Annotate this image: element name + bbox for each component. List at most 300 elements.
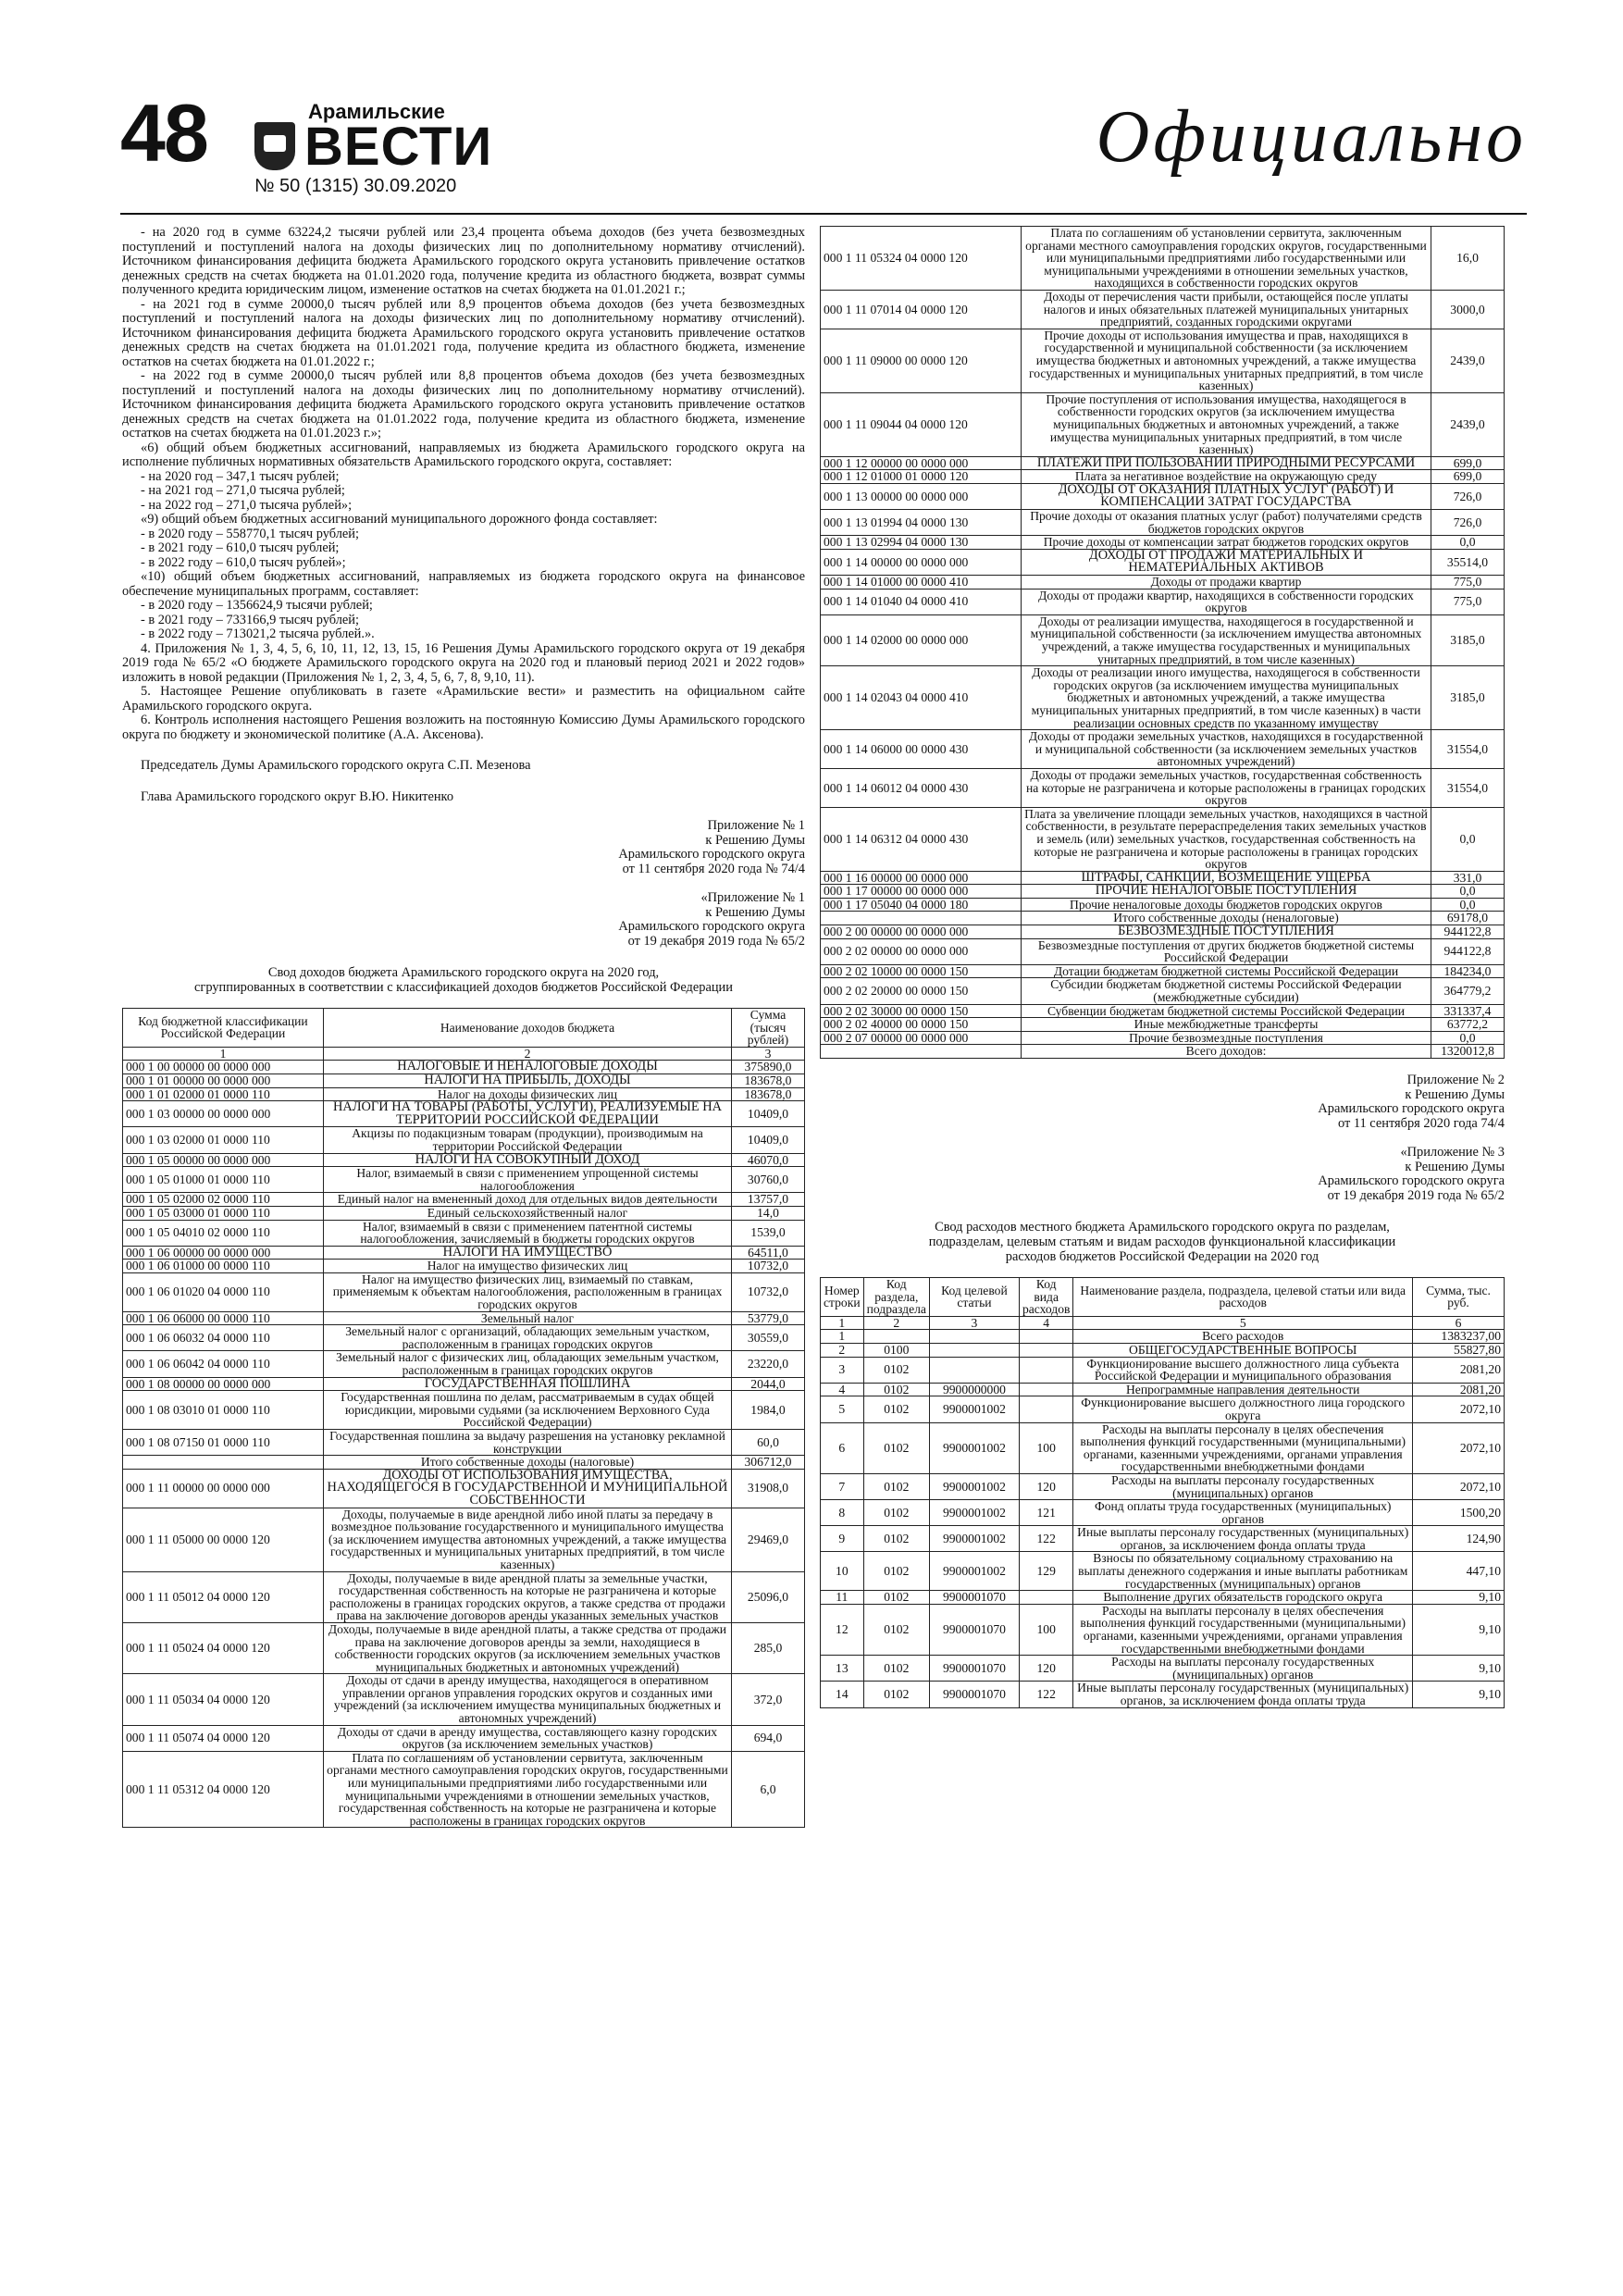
income-name-cell: ГОСУДАРСТВЕННАЯ ПОШЛИНА bbox=[324, 1377, 732, 1391]
paragraph: «6) общий объем бюджетных ассигнований, направляемых из бюджета Арамильского городского округа на исполнение публичных нормативных обязательств Арамильского городского округа, составляет: bbox=[122, 440, 805, 469]
expense-type-cell: 121 bbox=[1019, 1500, 1073, 1526]
table-row bbox=[821, 1018, 1505, 1032]
table-row bbox=[821, 898, 1505, 912]
expense-name-cell: Иные выплаты персоналу государственных (муниципальных) органов, за исключением фонда оплаты труда bbox=[1073, 1526, 1413, 1552]
amount-cell: 1539,0 bbox=[732, 1220, 805, 1246]
budget-code-cell: 000 1 06 01020 04 0000 110 bbox=[123, 1272, 324, 1311]
amount-cell: 31554,0 bbox=[1431, 730, 1505, 769]
section-code-cell: 0102 bbox=[863, 1357, 929, 1383]
budget-code-cell: 000 1 14 01000 00 0000 410 bbox=[821, 576, 1022, 590]
income-name-cell: ШТРАФЫ, САНКЦИИ, ВОЗМЕЩЕНИЕ УЩЕРБА bbox=[1022, 871, 1431, 885]
income-name-cell: Прочие поступления от использования имущества, находящегося в собственности городских округов (за исключением имущества муниципальных бюджетных и автономных учреждений, а также имущества муниципальных унитарных предприятий, в том числе казенных) bbox=[1022, 392, 1431, 456]
table-row bbox=[123, 1622, 805, 1673]
income-name-cell: НАЛОГОВЫЕ И НЕНАЛОГОВЫЕ ДОХОДЫ bbox=[324, 1061, 732, 1074]
budget-code-cell: 000 1 14 00000 00 0000 000 bbox=[821, 549, 1022, 575]
budget-code-cell: 000 1 14 06000 00 0000 430 bbox=[821, 730, 1022, 769]
budget-code-cell: 000 1 03 00000 00 0000 000 bbox=[123, 1101, 324, 1127]
amount-cell: 331337,4 bbox=[1431, 1004, 1505, 1018]
table-row bbox=[821, 666, 1505, 730]
amount-cell: 2044,0 bbox=[732, 1377, 805, 1391]
paragraph: - на 2022 год – 271,0 тысяча рублей»; bbox=[141, 497, 353, 513]
amount-cell: 775,0 bbox=[1431, 576, 1505, 590]
table-row bbox=[821, 510, 1505, 536]
table-row bbox=[123, 1272, 805, 1311]
income-name-cell: Доходы от продажи земельных участков, находящихся в государственной и муниципальной собственности (за исключением земельных участков автономных учреждений) bbox=[1022, 730, 1431, 769]
income-name-cell: Прочие безвозмездные поступления bbox=[1022, 1031, 1431, 1045]
income-name-cell: Доходы от сдачи в аренду имущества, находящегося в оперативном управлении органов управления городских округов и созданных ими учреждений (за исключением имущества муниципальных бюджетных и автономных учреждений) bbox=[324, 1674, 732, 1725]
expense-name-cell: Выполнение других обязательств городского округа bbox=[1073, 1591, 1413, 1605]
paragraph: - на 2021 год в сумме 20000,0 тысяч рублей или 8,9 процентов объема доходов (без учета безвозмездных поступлений и поступлений налога на доходы физических лиц по дополнительному нормативу отчислений). Источником финансирования дефицита бюджета Арамильского городского округа установить привлечение остатков денежных средств на счетах бюджета на 01.01.2021 года, получение кредита из областного бюджета, изменение остатков на счетах бюджета на 01.01.2022 г.; bbox=[122, 296, 805, 369]
amount-cell: 13757,0 bbox=[732, 1193, 805, 1207]
income-name-cell: НАЛОГИ НА ПРИБЫЛЬ, ДОХОДЫ bbox=[324, 1074, 732, 1087]
section-code-cell: 0102 bbox=[863, 1500, 929, 1526]
table-row bbox=[821, 589, 1505, 614]
table-row bbox=[123, 1101, 805, 1127]
budget-code-cell: 000 2 00 00000 00 0000 000 bbox=[821, 925, 1022, 939]
column-header: Код вида расходов bbox=[1019, 1278, 1073, 1317]
signature-chairman: Председатель Думы Арамильского городского округа С.П. Мезенова bbox=[141, 758, 531, 773]
income-name-cell: НАЛОГИ НА СОВОКУПНЫЙ ДОХОД bbox=[324, 1153, 732, 1167]
section-code-cell: 0102 bbox=[863, 1396, 929, 1422]
budget-code-cell: 000 1 14 06312 04 0000 430 bbox=[821, 807, 1022, 871]
expense-type-cell bbox=[1019, 1343, 1073, 1357]
amount-cell: 30559,0 bbox=[732, 1325, 805, 1351]
column-header: Наименование доходов бюджета bbox=[324, 1009, 732, 1048]
income-name-cell: Единый сельскохозяйственный налог bbox=[324, 1206, 732, 1220]
target-code-cell bbox=[929, 1330, 1019, 1344]
table-row bbox=[123, 1469, 805, 1508]
expense-type-cell: 120 bbox=[1019, 1473, 1073, 1499]
income-name-cell: Доходы от продажи земельных участков, государственная собственность на которые не разграничена и которые расположены в границах городских округов bbox=[1022, 768, 1431, 807]
budget-code-cell: 000 2 02 30000 00 0000 150 bbox=[821, 1004, 1022, 1018]
income-name-cell: Доходы, получаемые в виде арендной либо иной платы за передачу в возмездное пользование государственного и муниципального имущества (за исключением имущества автономных учреждений, а также имущества государственных и муниципальных унитарных предприятий, в том числе казенных) bbox=[324, 1508, 732, 1571]
amount-cell: 31554,0 bbox=[1431, 768, 1505, 807]
budget-code-cell: 000 2 02 40000 00 0000 150 bbox=[821, 1018, 1022, 1032]
budget-code-cell: 000 1 05 04010 02 0000 110 bbox=[123, 1220, 324, 1246]
budget-code-cell: 000 1 17 00000 00 0000 000 bbox=[821, 885, 1022, 899]
row-number-cell: 13 bbox=[821, 1656, 864, 1682]
amount-cell: 699,0 bbox=[1431, 456, 1505, 470]
table-row bbox=[821, 807, 1505, 871]
amount-cell: 331,0 bbox=[1431, 871, 1505, 885]
row-number-cell: 12 bbox=[821, 1604, 864, 1655]
amount-cell: 364779,2 bbox=[1431, 978, 1505, 1004]
income-name-cell: ДОХОДЫ ОТ ОКАЗАНИЯ ПЛАТНЫХ УСЛУГ (РАБОТ) И КОМПЕНСАЦИИ ЗАТРАТ ГОСУДАРСТВА bbox=[1022, 483, 1431, 509]
budget-code-cell: 000 1 12 01000 01 0000 120 bbox=[821, 470, 1022, 484]
paragraph: - в 2020 году – 558770,1 тысяч рублей; bbox=[141, 526, 359, 541]
paragraph: «9) общий объем бюджетных ассигнований муниципального дорожного фонда составляет: bbox=[141, 512, 658, 527]
amount-cell: 55827,80 bbox=[1413, 1343, 1505, 1357]
amount-cell: 944122,8 bbox=[1431, 925, 1505, 939]
section-code-cell: 0102 bbox=[863, 1656, 929, 1682]
expense-name-cell: Расходы на выплаты персоналу в целях обеспечения выполнения функций государственными (муниципальными) органами, казенными учреждениями, органами управления государственными внебюджетными фондами bbox=[1073, 1604, 1413, 1655]
table-row bbox=[123, 1325, 805, 1351]
expense-name-cell: Функционирование высшего должностного лица городского округа bbox=[1073, 1396, 1413, 1422]
amount-cell: 3185,0 bbox=[1431, 666, 1505, 730]
expense-name-cell: Расходы на выплаты персоналу государственных (муниципальных) органов bbox=[1073, 1656, 1413, 1682]
paragraph: - на 2021 год – 271,0 тысяча рублей; bbox=[141, 483, 345, 498]
income-name-cell: Прочие доходы от использования имущества и прав, находящихся в государственной и муниципальной собственности (за исключением имущества бюджетных и автономных учреждений, а также имущества государственных и муниципальных унитарных предприятий, в том числе казенных) bbox=[1022, 329, 1431, 392]
row-number-cell: 2 bbox=[821, 1343, 864, 1357]
income-name-cell: Доходы от реализации имущества, находящегося в государственной и муниципальной собственности (за исключением имущества автономных учреждений, а также имущества государственных и муниципальных унитарных предприятий, в том числе казенных) bbox=[1022, 614, 1431, 665]
expense-type-cell bbox=[1019, 1396, 1073, 1422]
income-name-cell: Государственная пошлина за выдачу разрешения на установку рекламной конструкции bbox=[324, 1430, 732, 1456]
expense-name-cell: Расходы на выплаты персоналу в целях обеспечения выполнения функций государственными (муниципальными) органами, казенными учреждениями, органами управления государственными внебюджетными фондами bbox=[1073, 1422, 1413, 1473]
section-code-cell: 0102 bbox=[863, 1422, 929, 1473]
budget-code-cell: 000 1 16 00000 00 0000 000 bbox=[821, 871, 1022, 885]
table-row bbox=[821, 1422, 1505, 1473]
target-code-cell bbox=[929, 1357, 1019, 1383]
budget-code-cell: 000 1 11 05024 04 0000 120 bbox=[123, 1622, 324, 1673]
target-code-cell: 9900001002 bbox=[929, 1526, 1019, 1552]
income-name-cell: Налог на имущество физических лиц, взимаемый по ставкам, применяемым к объектам налогообложения, расположенным в границах городских округов bbox=[324, 1272, 732, 1311]
budget-code-cell: 000 1 17 05040 04 0000 180 bbox=[821, 898, 1022, 912]
income-name-cell: Прочие неналоговые доходы бюджетов городских округов bbox=[1022, 898, 1431, 912]
table-row bbox=[123, 1391, 805, 1430]
table-row bbox=[123, 1127, 805, 1153]
budget-code-cell: 000 1 12 00000 00 0000 000 bbox=[821, 456, 1022, 470]
budget-code-cell: 000 1 06 06032 04 0000 110 bbox=[123, 1325, 324, 1351]
income-name-cell: ПРОЧИЕ НЕНАЛОГОВЫЕ ПОСТУПЛЕНИЯ bbox=[1022, 885, 1431, 899]
income-name-cell: Итого собственные доходы (налоговые) bbox=[324, 1456, 732, 1470]
budget-code-cell: 000 1 08 03010 01 0000 110 bbox=[123, 1391, 324, 1430]
amount-cell: 775,0 bbox=[1431, 589, 1505, 614]
income-name-cell: Доходы от продажи квартир, находящихся в собственности городских округов bbox=[1022, 589, 1431, 614]
amount-cell: 3000,0 bbox=[1431, 290, 1505, 329]
table-row bbox=[821, 925, 1505, 939]
appendix-note: Приложение № 1 к Решению Думы Арамильского городского округа от 11 сентября 2020 года № 74/4 bbox=[618, 818, 805, 876]
income-name-cell: НАЛОГИ НА ИМУЩЕСТВО bbox=[324, 1246, 732, 1260]
budget-code-cell: 000 1 05 00000 00 0000 000 bbox=[123, 1153, 324, 1167]
table-row bbox=[123, 1751, 805, 1828]
paragraph: - в 2021 году – 610,0 тысяч рублей; bbox=[141, 540, 340, 555]
budget-code-cell: 000 1 13 02994 04 0000 130 bbox=[821, 536, 1022, 550]
column-header: Код раздела, подраздела bbox=[863, 1278, 929, 1317]
row-number-cell: 3 bbox=[821, 1357, 864, 1383]
budget-code-cell: 000 1 00 00000 00 0000 000 bbox=[123, 1061, 324, 1074]
page-header bbox=[120, 87, 1527, 213]
table-row bbox=[821, 978, 1505, 1004]
amount-cell: 699,0 bbox=[1431, 470, 1505, 484]
budget-code-cell: 000 2 02 10000 00 0000 150 bbox=[821, 964, 1022, 978]
table-row bbox=[821, 1682, 1505, 1707]
row-number-cell: 14 bbox=[821, 1682, 864, 1707]
income-name-cell: Безвозмездные поступления от других бюджетов бюджетной системы Российской Федерации bbox=[1022, 938, 1431, 964]
expense-name-cell: Непрограммные направления деятельности bbox=[1073, 1383, 1413, 1396]
amount-cell: 124,90 bbox=[1413, 1526, 1505, 1552]
table-row bbox=[821, 730, 1505, 769]
table-row bbox=[821, 392, 1505, 456]
amount-cell: 944122,8 bbox=[1431, 938, 1505, 964]
expense-type-cell: 100 bbox=[1019, 1422, 1073, 1473]
budget-code-cell: 000 1 06 06000 00 0000 110 bbox=[123, 1311, 324, 1325]
budget-code-cell: 000 1 01 00000 00 0000 000 bbox=[123, 1074, 324, 1087]
expense-name-cell: Фонд оплаты труда государственных (муниципальных) органов bbox=[1073, 1500, 1413, 1526]
column-header: Сумма, тыс. руб. bbox=[1413, 1278, 1505, 1317]
income-name-cell: ПЛАТЕЖИ ПРИ ПОЛЬЗОВАНИИ ПРИРОДНЫМИ РЕСУРСАМИ bbox=[1022, 456, 1431, 470]
target-code-cell: 9900001002 bbox=[929, 1396, 1019, 1422]
budget-code-cell: 000 1 13 01994 04 0000 130 bbox=[821, 510, 1022, 536]
expense-type-cell: 129 bbox=[1019, 1552, 1073, 1591]
expense-type-cell bbox=[1019, 1330, 1073, 1344]
income-name-cell: Доходы, получаемые в виде арендной платы за земельные участки, государственная собственность на которые не разграничена и которые расположены в границах городских округов, а также средства от продажи права на заключение договоров аренды указанных земельных участков bbox=[324, 1571, 732, 1622]
amount-cell: 29469,0 bbox=[732, 1508, 805, 1571]
table-row bbox=[821, 1383, 1505, 1396]
expense-name-cell: ОБЩЕГОСУДАРСТВЕННЫЕ ВОПРОСЫ bbox=[1073, 1343, 1413, 1357]
table-row bbox=[123, 1220, 805, 1246]
expense-type-cell: 122 bbox=[1019, 1682, 1073, 1707]
income-name-cell: Акцизы по подакцизным товарам (продукции), производимым на территории Российской Федерации bbox=[324, 1127, 732, 1153]
income-table-body bbox=[123, 1061, 805, 1828]
amount-cell: 63772,2 bbox=[1431, 1018, 1505, 1032]
table-row bbox=[821, 1552, 1505, 1591]
income-name-cell: Доходы от продажи квартир bbox=[1022, 576, 1431, 590]
expense-name-cell: Иные выплаты персоналу государственных (муниципальных) органов, за исключением фонда оплаты труда bbox=[1073, 1682, 1413, 1707]
target-code-cell: 9900001002 bbox=[929, 1473, 1019, 1499]
target-code-cell: 9900001002 bbox=[929, 1552, 1019, 1591]
table-row bbox=[821, 456, 1505, 470]
budget-code-cell: 000 1 11 07014 04 0000 120 bbox=[821, 290, 1022, 329]
table-row bbox=[821, 1031, 1505, 1045]
budget-code-cell: 000 1 06 06042 04 0000 110 bbox=[123, 1351, 324, 1377]
amount-cell: 60,0 bbox=[732, 1430, 805, 1456]
amount-cell: 69178,0 bbox=[1431, 912, 1505, 925]
target-code-cell: 9900001002 bbox=[929, 1500, 1019, 1526]
table-row bbox=[821, 1330, 1505, 1344]
section-code-cell: 0102 bbox=[863, 1604, 929, 1655]
income-name-cell: Государственная пошлина по делам, рассматриваемым в судах общей юрисдикции, мировыми судьями (за исключением Верховного Суда Российской Федерации) bbox=[324, 1391, 732, 1430]
budget-code-cell: 000 1 05 01000 01 0000 110 bbox=[123, 1167, 324, 1193]
amount-cell: 0,0 bbox=[1431, 1031, 1505, 1045]
amount-cell: 9,10 bbox=[1413, 1682, 1505, 1707]
budget-code-cell: 000 2 07 00000 00 0000 000 bbox=[821, 1031, 1022, 1045]
amount-cell: 31908,0 bbox=[732, 1469, 805, 1508]
budget-code-cell bbox=[821, 1045, 1022, 1059]
budget-code-cell: 000 1 13 00000 00 0000 000 bbox=[821, 483, 1022, 509]
budget-code-cell bbox=[123, 1456, 324, 1470]
table-row bbox=[821, 1526, 1505, 1552]
logo-subtitle: Арамильские bbox=[308, 100, 445, 123]
table-row bbox=[821, 329, 1505, 392]
expense-type-cell: 122 bbox=[1019, 1526, 1073, 1552]
table-row bbox=[123, 1260, 805, 1273]
target-code-cell: 9900001070 bbox=[929, 1682, 1019, 1707]
expense-table-body bbox=[821, 1330, 1505, 1707]
amount-cell: 0,0 bbox=[1431, 807, 1505, 871]
income-name-cell: ДОХОДЫ ОТ ИСПОЛЬЗОВАНИЯ ИМУЩЕСТВА, НАХОДЯЩЕГОСЯ В ГОСУДАРСТВЕННОЙ И МУНИЦИПАЛЬНОЙ СОБСТВЕННОСТИ bbox=[324, 1469, 732, 1508]
amount-cell: 694,0 bbox=[732, 1725, 805, 1751]
section-title: Официально bbox=[1096, 96, 1527, 178]
section-code-cell: 0102 bbox=[863, 1526, 929, 1552]
income-name-cell: Налог на доходы физических лиц bbox=[324, 1087, 732, 1101]
paragraph: - на 2022 год в сумме 20000,0 тысяч рублей или 8,8 процентов объема доходов (без учета безвозмездных поступлений и поступлений налога на доходы физических лиц по дополнительному нормативу отчислений). Источником финансирования дефицита бюджета Арамильского городского округа установить привлечение остатков денежных средств на счетах бюджета на 01.01.2022 года, получение кредита из областного бюджета, изменение остатков на счетах бюджета на 01.01.2023 г.»; bbox=[122, 368, 805, 441]
amount-cell: 9,10 bbox=[1413, 1604, 1505, 1655]
amount-cell: 9,10 bbox=[1413, 1656, 1505, 1682]
table-row bbox=[821, 1473, 1505, 1499]
income-name-cell: Доходы от сдачи в аренду имущества, составляющего казну городских округов (за исключением земельных участков) bbox=[324, 1725, 732, 1751]
amount-cell: 2081,20 bbox=[1413, 1357, 1505, 1383]
table-row bbox=[821, 1591, 1505, 1605]
target-code-cell: 9900001002 bbox=[929, 1422, 1019, 1473]
amount-cell: 726,0 bbox=[1431, 510, 1505, 536]
income-name-cell: Прочие доходы от компенсации затрат бюджетов городских округов bbox=[1022, 536, 1431, 550]
table-row bbox=[123, 1153, 805, 1167]
amount-cell: 375890,0 bbox=[732, 1061, 805, 1074]
amount-cell: 0,0 bbox=[1431, 885, 1505, 899]
income-name-cell: Доходы от реализации иного имущества, находящегося в собственности городских округов (за исключением имущества муниципальных бюджетных и автономных учреждений, а также имущества муниципальных унитарных предприятий, в том числе казенных) в части реализации основных средств по указанному имуществу bbox=[1022, 666, 1431, 730]
table-row bbox=[821, 768, 1505, 807]
header-rule bbox=[120, 213, 1527, 215]
amount-cell: 2072,10 bbox=[1413, 1396, 1505, 1422]
income-name-cell: Дотации бюджетам бюджетной системы Российской Федерации bbox=[1022, 964, 1431, 978]
income-name-cell: Налог, взимаемый в связи с применением патентной системы налогообложения, зачисляемый в бюджеты городских округов bbox=[324, 1220, 732, 1246]
expense-name-cell: Взносы по обязательному социальному страхованию на выплаты денежного содержания и иные выплаты работникам государственных (муниципальных) органов bbox=[1073, 1552, 1413, 1591]
table-row bbox=[821, 1656, 1505, 1682]
table-row bbox=[123, 1074, 805, 1087]
amount-cell: 372,0 bbox=[732, 1674, 805, 1725]
paragraph: 6. Контроль исполнения настоящего Решения возложить на постоянную Комиссию Думы Арамильского городского округа по бюджету и экономической политике (А.А. Аксенова). bbox=[122, 713, 805, 742]
income-name-cell: Субвенции бюджетам бюджетной системы Российской Федерации bbox=[1022, 1004, 1431, 1018]
budget-code-cell: 000 2 02 00000 00 0000 000 bbox=[821, 938, 1022, 964]
column-header: Сумма (тысяч рублей) bbox=[732, 1009, 805, 1048]
amount-cell: 306712,0 bbox=[732, 1456, 805, 1470]
table-row bbox=[821, 1357, 1505, 1383]
table-row bbox=[821, 614, 1505, 665]
income-table: Код бюджетной классификации Российской Федерации Наименование доходов бюджета Сумма (тысяч рублей) 1 2 3 000 1 00 00000 00 0000 000 НАЛОГОВЫЕ И НЕНАЛОГОВЫЕ ДОХОДЫ 375890,0 000 1 01 00000 00 0000 000 НАЛОГИ НА ПРИБЫЛЬ, ДОХОДЫ 183678,0 000 1 01 02000 01 0000 110 Налог на доходы физических лиц 183678,0 000 1 03 00000 00 0000 000 НАЛОГИ НА ТОВАРЫ (РАБОТЫ, УСЛУГИ), РЕАЛИЗУЕМЫЕ НА ТЕРРИТОРИИ РОССИЙСКОЙ ФЕДЕРАЦИИ 10409,0 000 1 03 02000 01 0000 110 Акцизы по подакцизным товарам (продукции), производимым на территории Российской Федерации 10409,0 000 1 05 00000 00 0000 000 НАЛОГИ НА СОВОКУПНЫЙ ДОХОД 46070,0 000 1 05 01000 01 0000 110 Налог, взимаемый в связи с применением упрощенной системы налогообложения 30760,0 000 1 05 02000 02 0000 110 Единый налог на вмененный доход для отдельных видов деятельности 13757,0 000 1 05 03000 01 0000 110 Единый сельскохозяйственный налог 14,0 000 1 05 04010 02 0000 110 Налог, взимаемый в связи с применением патентной системы налогообложения, зачисляемый в бюджеты городских округов 1539,0 000 1 06 00000 00 0000 000 НАЛОГИ НА ИМУЩЕСТВО 64511,0 000 1 06 01000 00 0000 110 Налог на имущество физических лиц 10732,0 000 1 06 01020 04 0000 110 Налог на имущество физических лиц, взимаемый по ставкам, применяемым к объектам налогообложения, расположенным в границах городских округов 10732,0 000 1 06 06000 00 0000 110 Земельный налог 53779,0 000 1 06 06032 04 0000 110 Земельный налог с организаций, обладающих земельным участком, расположенным в границах городских округов 30559,0 000 1 06 06042 04 0000 110 Земельный налог с физических лиц, обладающих земельным участком, расположенным в границах городских округов 23220,0 000 1 08 00000 00 0000 000 ГОСУДАРСТВЕННАЯ ПОШЛИНА 2044,0 000 1 08 03010 01 0000 110 Государственная пошлина по делам, рассматриваемым в судах общей юрисдикции, мировыми судьями (за исключением Верховного Суда Российской Федерации) 1984,0 000 1 08 07150 01 0000 110 Государственная пошлина за выдачу разрешения на установку рекламной конструкции 60,0 Итого собственные доходы (налоговые) 306712,0 000 1 11 00000 00 0000 000 ДОХОДЫ ОТ ИСПОЛЬЗОВАНИЯ ИМУЩЕСТВА, НАХОДЯЩЕГОСЯ В ГОСУДАРСТВЕННОЙ И МУНИЦИПАЛЬНОЙ СОБСТВЕННОСТИ 31908,0 000 1 11 05000 00 0000 120 Доходы, получаемые в виде арендной либо иной платы за передачу в возмездное пользование государственного и муниципального имущества (за исключением имущества автономных учреждений, а также имущества государственных и муниципальных унитарных предприятий, в том числе казенных) 29469,0 000 1 11 05012 04 0000 120 Доходы, получаемые в виде арендной платы за земельные участки, государственная собственность на которые не разграничена и которые расположены в границах городских округов, а также средства от продажи права на заключение договоров аренды указанных земельных участков 25096,0 000 1 11 05024 04 0000 120 Доходы, получаемые в виде арендной платы, а также средства от продажи права на заключение договоров аренды за земли, находящиеся в собственности городских округов (за исключением земельных участков муниципальных бюджетных и автономных учреждений) 285,0 000 1 11 05034 04 0000 120 Доходы от сдачи в аренду имущества, находящегося в оперативном управлении органов управления городских округов и созданных ими учреждений (за исключением имущества муниципальных бюджетных и автономных учреждений) 372,0 000 1 11 05074 04 0000 120 Доходы от сдачи в аренду имущества, составляющего казну городских округов (за исключением земельных участков) 694,0 000 1 11 05312 04 0000 120 Плата по соглашениям об установлении сервитута, заключенным органами местного самоуправления городских округов, государственными или муниципальными предприятиями либо государственными или муниципальными учреждениями в отношении земельных участков, государственная собственность на которые не разграничена и которые расположены в границах городских округов 6,0 bbox=[122, 1008, 805, 1828]
budget-code-cell: 000 1 14 01040 04 0000 410 bbox=[821, 589, 1022, 614]
paragraph: - на 2020 год – 347,1 тысяч рублей; bbox=[141, 468, 340, 484]
paragraph: - на 2020 год в сумме 63224,2 тысячи рублей или 23,4 процента объема доходов (без учета безвозмездных поступлений и поступлений налога на доходы физических лиц по дополнительному нормативу отчислений). Источником финансирования дефицита бюджета Арамильского городского округа установить привлечение остатков денежных средств на счетах бюджета на 01.01.2020 года, получение кредита из областного бюджета, возврат суммы полученного кредита юридическим лицом, изменение остатков на счетах бюджета на 01.01.2021 г.; bbox=[122, 225, 805, 297]
income-name-cell: Единый налог на вмененный доход для отдельных видов деятельности bbox=[324, 1193, 732, 1207]
newspaper-logo bbox=[254, 102, 492, 197]
budget-code-cell: 000 1 08 00000 00 0000 000 bbox=[123, 1377, 324, 1391]
section-code-cell: 0100 bbox=[863, 1343, 929, 1357]
target-code-cell: 9900001070 bbox=[929, 1656, 1019, 1682]
table-row bbox=[821, 1343, 1505, 1357]
amount-cell: 3185,0 bbox=[1431, 614, 1505, 665]
coat-of-arms-icon bbox=[254, 122, 295, 170]
amount-cell: 2072,10 bbox=[1413, 1473, 1505, 1499]
budget-code-cell: 000 1 11 09044 04 0000 120 bbox=[821, 392, 1022, 456]
income-name-cell: Плата по соглашениям об установлении сервитута, заключенным органами местного самоуправления городских округов, государственными или муниципальными предприятиями либо государственными или муниципальными учреждениями в отношении земельных участков, находящихся в собственности городских округов bbox=[1022, 227, 1431, 291]
section-code-cell bbox=[863, 1330, 929, 1344]
amount-cell: 0,0 bbox=[1431, 536, 1505, 550]
left-column bbox=[122, 226, 805, 1828]
amount-cell: 0,0 bbox=[1431, 898, 1505, 912]
budget-code-cell: 000 1 11 05012 04 0000 120 bbox=[123, 1571, 324, 1622]
table-caption: Свод расходов местного бюджета Арамильского городского округа по разделам, подразделам, целевым статьям и видам расходов функциональной классификации расходов бюджетов Российской Федерации на 2020 год bbox=[928, 1220, 1396, 1264]
table-caption: Свод доходов бюджета Арамильского городского округа на 2020 год, сгруппированных в соответствии с классификацией доходов бюджетов Российской Федерации bbox=[194, 965, 733, 995]
table-row bbox=[821, 938, 1505, 964]
table-row bbox=[821, 227, 1505, 291]
amount-cell: 6,0 bbox=[732, 1751, 805, 1828]
income-name-cell: Налог, взимаемый в связи с применением упрощенной системы налогообложения bbox=[324, 1167, 732, 1193]
expense-type-cell: 100 bbox=[1019, 1604, 1073, 1655]
target-code-cell: 9900000000 bbox=[929, 1383, 1019, 1396]
column-header: Наименование раздела, подраздела, целевой статьи или вида расходов bbox=[1073, 1278, 1413, 1317]
table-row bbox=[821, 290, 1505, 329]
amount-cell: 10409,0 bbox=[732, 1101, 805, 1127]
budget-code-cell: 000 1 03 02000 01 0000 110 bbox=[123, 1127, 324, 1153]
budget-code-cell: 000 1 11 05324 04 0000 120 bbox=[821, 227, 1022, 291]
section-code-cell: 0102 bbox=[863, 1552, 929, 1591]
section-code-cell: 0102 bbox=[863, 1682, 929, 1707]
section-code-cell: 0102 bbox=[863, 1473, 929, 1499]
amount-cell: 35514,0 bbox=[1431, 549, 1505, 575]
row-number-cell: 4 bbox=[821, 1383, 864, 1396]
amount-cell: 46070,0 bbox=[732, 1153, 805, 1167]
table-row bbox=[821, 549, 1505, 575]
expense-type-cell bbox=[1019, 1383, 1073, 1396]
expense-type-cell: 120 bbox=[1019, 1656, 1073, 1682]
table-row bbox=[123, 1193, 805, 1207]
target-code-cell bbox=[929, 1343, 1019, 1357]
income-name-cell: Плата за увеличение площади земельных участков, находящихся в частной собственности, в результате перераспределения таких земельных участков и земель (или) земельных участков, государственная собственность на которые не разграничена и которые расположены в границах городских округов bbox=[1022, 807, 1431, 871]
amount-cell: 9,10 bbox=[1413, 1591, 1505, 1605]
budget-code-cell: 000 1 11 05034 04 0000 120 bbox=[123, 1674, 324, 1725]
amount-cell: 10409,0 bbox=[732, 1127, 805, 1153]
appendix-note: «Приложение № 3 к Решению Думы Арамильского городского округа от 19 декабря 2019 года № 65/2 bbox=[1318, 1145, 1505, 1203]
income-name-cell: НАЛОГИ НА ТОВАРЫ (РАБОТЫ, УСЛУГИ), РЕАЛИЗУЕМЫЕ НА ТЕРРИТОРИИ РОССИЙСКОЙ ФЕДЕРАЦИИ bbox=[324, 1101, 732, 1127]
logo-title: ВЕСТИ bbox=[304, 117, 493, 177]
budget-code-cell: 000 1 11 05312 04 0000 120 bbox=[123, 1751, 324, 1828]
table-row bbox=[123, 1571, 805, 1622]
table-row bbox=[123, 1430, 805, 1456]
table-row bbox=[123, 1377, 805, 1391]
amount-cell: 447,10 bbox=[1413, 1552, 1505, 1591]
expense-name-cell: Всего расходов bbox=[1073, 1330, 1413, 1344]
amount-cell: 14,0 bbox=[732, 1206, 805, 1220]
table-row bbox=[123, 1351, 805, 1377]
amount-cell: 1500,20 bbox=[1413, 1500, 1505, 1526]
income-name-cell: БЕЗВОЗМЕЗДНЫЕ ПОСТУПЛЕНИЯ bbox=[1022, 925, 1431, 939]
amount-cell: 1984,0 bbox=[732, 1391, 805, 1430]
table-row bbox=[123, 1674, 805, 1725]
income-name-cell: Субсидии бюджетам бюджетной системы Российской Федерации (межбюджетные субсидии) bbox=[1022, 978, 1431, 1004]
amount-cell: 726,0 bbox=[1431, 483, 1505, 509]
target-code-cell: 9900001070 bbox=[929, 1591, 1019, 1605]
expense-table: Номер строки Код раздела, подраздела Код целевой статьи Код вида расходов Наименование раздела, подраздела, целевой статьи или вида расходов Сумма, тыс. руб. 1 2 3 4 5 6 1 Всего расходов 1383237,00 2 0100 ОБЩЕГОСУДАРСТВЕННЫЕ ВОПРОСЫ 55827,80 3 0102 Функционирование высшего должностного лица субъекта Российской Федерации и муниципального образования 2081,20 4 0102 9900000000 Непрограммные направления деятельности 2081,20 5 0102 9900001002 Функционирование высшего должностного лица городского округа 2072,10 6 0102 9900001002 100 Расходы на выплаты персоналу в целях обеспечения выполнения функций государственными (муниципальными) органами, казенными учреждениями, органами управления государственными внебюджетными фондами 2072,10 7 0102 9900001002 120 Расходы на выплаты персоналу государственных (муниципальных) органов 2072,10 8 0102 9900001002 121 Фонд оплаты труда государственных (муниципальных) органов 1500,20 9 0102 9900001002 122 Иные выплаты персоналу государственных (муниципальных) органов, за исключением фонда оплаты труда 124,90 10 0102 9900001002 129 Взносы по обязательному социальному страхованию на выплаты денежного содержания и иные выплаты работникам государственных (муниципальных) органов 447,10 11 0102 9900001070 Выполнение других обязательств городского округа 9,10 12 0102 9900001070 100 Расходы на выплаты персоналу в целях обеспечения выполнения функций государственными (муниципальными) органами, казенными учреждениями, органами управления государственными внебюджетными фондами 9,10 13 0102 9900001070 120 Расходы на выплаты персоналу государственных (муниципальных) органов 9,10 14 0102 9900001070 122 Иные выплаты персоналу государственных (муниципальных) органов, за исключением фонда оплаты труда 9,10 bbox=[820, 1277, 1505, 1708]
amount-cell: 10732,0 bbox=[732, 1272, 805, 1311]
paragraph: - в 2021 году – 733166,9 тысяч рублей; bbox=[141, 612, 359, 627]
paragraph: «10) общий объем бюджетных ассигнований, направляемых из бюджета городского округа на финансовое обеспечение муниципальных программ, составляет: bbox=[122, 569, 805, 599]
income-name-cell: Налог на имущество физических лиц bbox=[324, 1260, 732, 1273]
income-name-cell: Итого собственные доходы (неналоговые) bbox=[1022, 912, 1431, 925]
income-name-cell: Плата за негативное воздействие на окружающую среду bbox=[1022, 470, 1431, 484]
budget-code-cell bbox=[821, 912, 1022, 925]
paragraph: 4. Приложения № 1, 3, 4, 5, 6, 10, 11, 12, 13, 15, 16 Решения Думы Арамильского городского округа от 19 декабря 2019 года № 65/2 «О бюджете Арамильского городского округа на 2020 год и плановый период 2021 и 2022 годов» изложить в новой редакции (Приложения № 1, 2, 3, 4, 5, 6, 7, 8, 9,10, 11). bbox=[122, 640, 805, 685]
section-code-cell: 0102 bbox=[863, 1591, 929, 1605]
amount-cell: 1383237,00 bbox=[1413, 1330, 1505, 1344]
table-row bbox=[821, 1604, 1505, 1655]
right-column bbox=[820, 226, 1505, 1708]
expense-name-cell: Расходы на выплаты персоналу государственных (муниципальных) органов bbox=[1073, 1473, 1413, 1499]
row-number-cell: 6 bbox=[821, 1422, 864, 1473]
appendix-note: Приложение № 2 к Решению Думы Арамильского городского округа от 11 сентября 2020 года 74/4 bbox=[1318, 1073, 1505, 1131]
amount-cell: 2439,0 bbox=[1431, 329, 1505, 392]
decision-text bbox=[122, 226, 805, 804]
signature-head: Глава Арамильского городского округ В.Ю. Никитенко bbox=[141, 788, 454, 804]
budget-code-cell: 000 1 11 09000 00 0000 120 bbox=[821, 329, 1022, 392]
column-header: Код бюджетной классификации Российской Федерации bbox=[123, 1009, 324, 1048]
row-number-cell: 7 bbox=[821, 1473, 864, 1499]
table-row bbox=[821, 1500, 1505, 1526]
income-name-cell: ДОХОДЫ ОТ ПРОДАЖИ МАТЕРИАЛЬНЫХ И НЕМАТЕРИАЛЬНЫХ АКТИВОВ bbox=[1022, 549, 1431, 575]
budget-code-cell: 000 1 11 05074 04 0000 120 bbox=[123, 1725, 324, 1751]
amount-cell: 30760,0 bbox=[732, 1167, 805, 1193]
income-name-cell: Доходы, получаемые в виде арендной платы, а также средства от продажи права на заключение договоров аренды за земли, находящиеся в собственности городских округов (за исключением земельных участков муниципальных бюджетных и автономных учреждений) bbox=[324, 1622, 732, 1673]
budget-code-cell: 000 1 14 02043 04 0000 410 bbox=[821, 666, 1022, 730]
